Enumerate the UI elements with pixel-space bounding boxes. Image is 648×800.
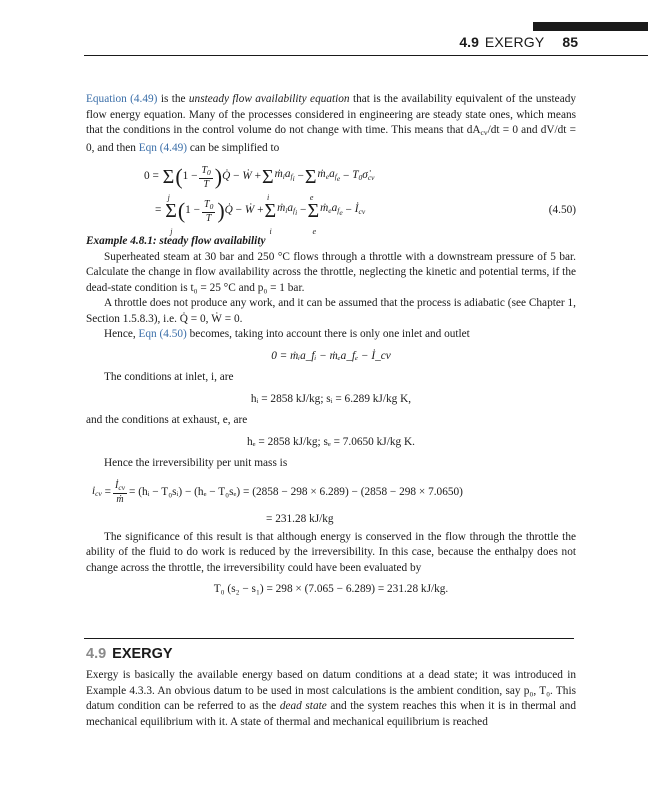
equation-4-50: 0 = Σ j ( 1 − $\frac{T_0}{T}$ ) Q̇ − Ẇ + Σ i $ṁ_ia_{f_i}$ − Σ e $ṁ_ea_{f_e}$ − $T_0\sigmȧ_{cv}$ = Σ j ( 1 − $\frac{T_0}{T}$ ) Q̇ − Ẇ + Σ i $ṁ_ia_{f_i}$ − Σ e $ṁ_ea_{f_e}$ − $İ_{cv}$ (4.50) [144, 164, 576, 236]
section-heading [86, 646, 173, 662]
section-divider [84, 638, 574, 639]
section-heading-number: 4.9 [86, 646, 107, 662]
header-bar [533, 22, 648, 31]
section-heading-title: EXERGY [112, 646, 173, 662]
equation-link[interactable]: Equation (4.49) [86, 93, 158, 105]
header-rule [84, 55, 648, 56]
irreversibility-equation: $i_{cv}$ = $\frac{İ_{cv}}{\text{ṁ}}$ = (hᵢ − T₀sᵢ) − (hₑ − T₀sₑ) = (2858 − 298 × 6.289) − (2858 − 298 × 7.0650) = 231.28 kJ/kg [92, 480, 463, 525]
example-paragraph-2: A throttle does not produce any work, and it can be assumed that the process is adiabatic (see Chapter 1, Section 1.5.8.3), i.e. Q̇ = 0, Ẇ = 0. [86, 297, 576, 325]
exhaust-conditions: hₑ = 2858 kJ/kg; sₑ = 7.0650 kJ/kg K. [247, 435, 415, 448]
inlet-outlet-equation: 0 = ṁᵢa_fᵢ − ṁₑa_fₑ − İ_cv [271, 349, 391, 362]
running-head [459, 34, 578, 50]
equation-number: (4.50) [548, 204, 576, 217]
example-paragraph-1: Superheated steam at 30 bar and 250 °C flows through a throttle with a downstream pressure of 5 bar. Calculate the change in flow availability across the throttle, neglecting the kinetic and potential terms, if the dead-state condition is t₀ = 25 °C and p₀ = 1 bar. [86, 250, 576, 294]
example-title: Example 4.8.1: steady flow availability [86, 235, 266, 247]
header-section-number: 4.9 [459, 34, 479, 50]
section-body: Exergy is basically the available energy based on datum conditions at a dead state; it was introduced in Example 4.3.3. An obvious datum to be used in most calculations is the ambient condition, say p₀, T₀. This datum condition can be referred to as the dead state and the system reaches this when it is in thermal and mechanical equilibrium with it. A state of thermal and mechanical equilibrium is reached [86, 669, 576, 728]
main-content [86, 92, 576, 604]
example-paragraph-4: The conditions at inlet, i, are [104, 371, 234, 383]
intro-paragraph: Equation (4.49) is the unsteady flow availability equation that is the availability equivalent of the unsteady flow energy equation. Many of the processes considered in engineering are steady state ones, which means that the conditions in the control volume do not change with time. This means that $dA_{cv}/dt = 0$ and dV/dt = 0, and then Eqn (4.49) can be simplified to [86, 93, 577, 154]
header-section-title: EXERGY [484, 34, 545, 50]
page-number: 85 [562, 34, 578, 50]
equation-link-2[interactable]: Eqn (4.49) [138, 141, 188, 154]
example-paragraph-7: The significance of this result is that although energy is conserved in the flow through the throttle the ability of the fluid to do work is reduced by the irreversibility. In this case, because the enthalpy does not change across the throttle, the irreversibility could have been evaluated by [86, 530, 576, 574]
example-paragraph-6: Hence the irreversibility per unit mass is [104, 457, 288, 469]
equation-link-3[interactable]: Eqn (4.50) [138, 328, 187, 340]
example-paragraph-5: and the conditions at exhaust, e, are [86, 414, 248, 426]
final-equation: T₀ (s₂ − s₁) = 298 × (7.065 − 6.289) = 231.28 kJ/kg. [213, 583, 449, 595]
inlet-conditions: hᵢ = 2858 kJ/kg; sᵢ = 6.289 kJ/kg K, [250, 392, 412, 405]
example-paragraph-3: Hence, Eqn (4.50) becomes, taking into account there is only one inlet and outlet [104, 328, 470, 340]
